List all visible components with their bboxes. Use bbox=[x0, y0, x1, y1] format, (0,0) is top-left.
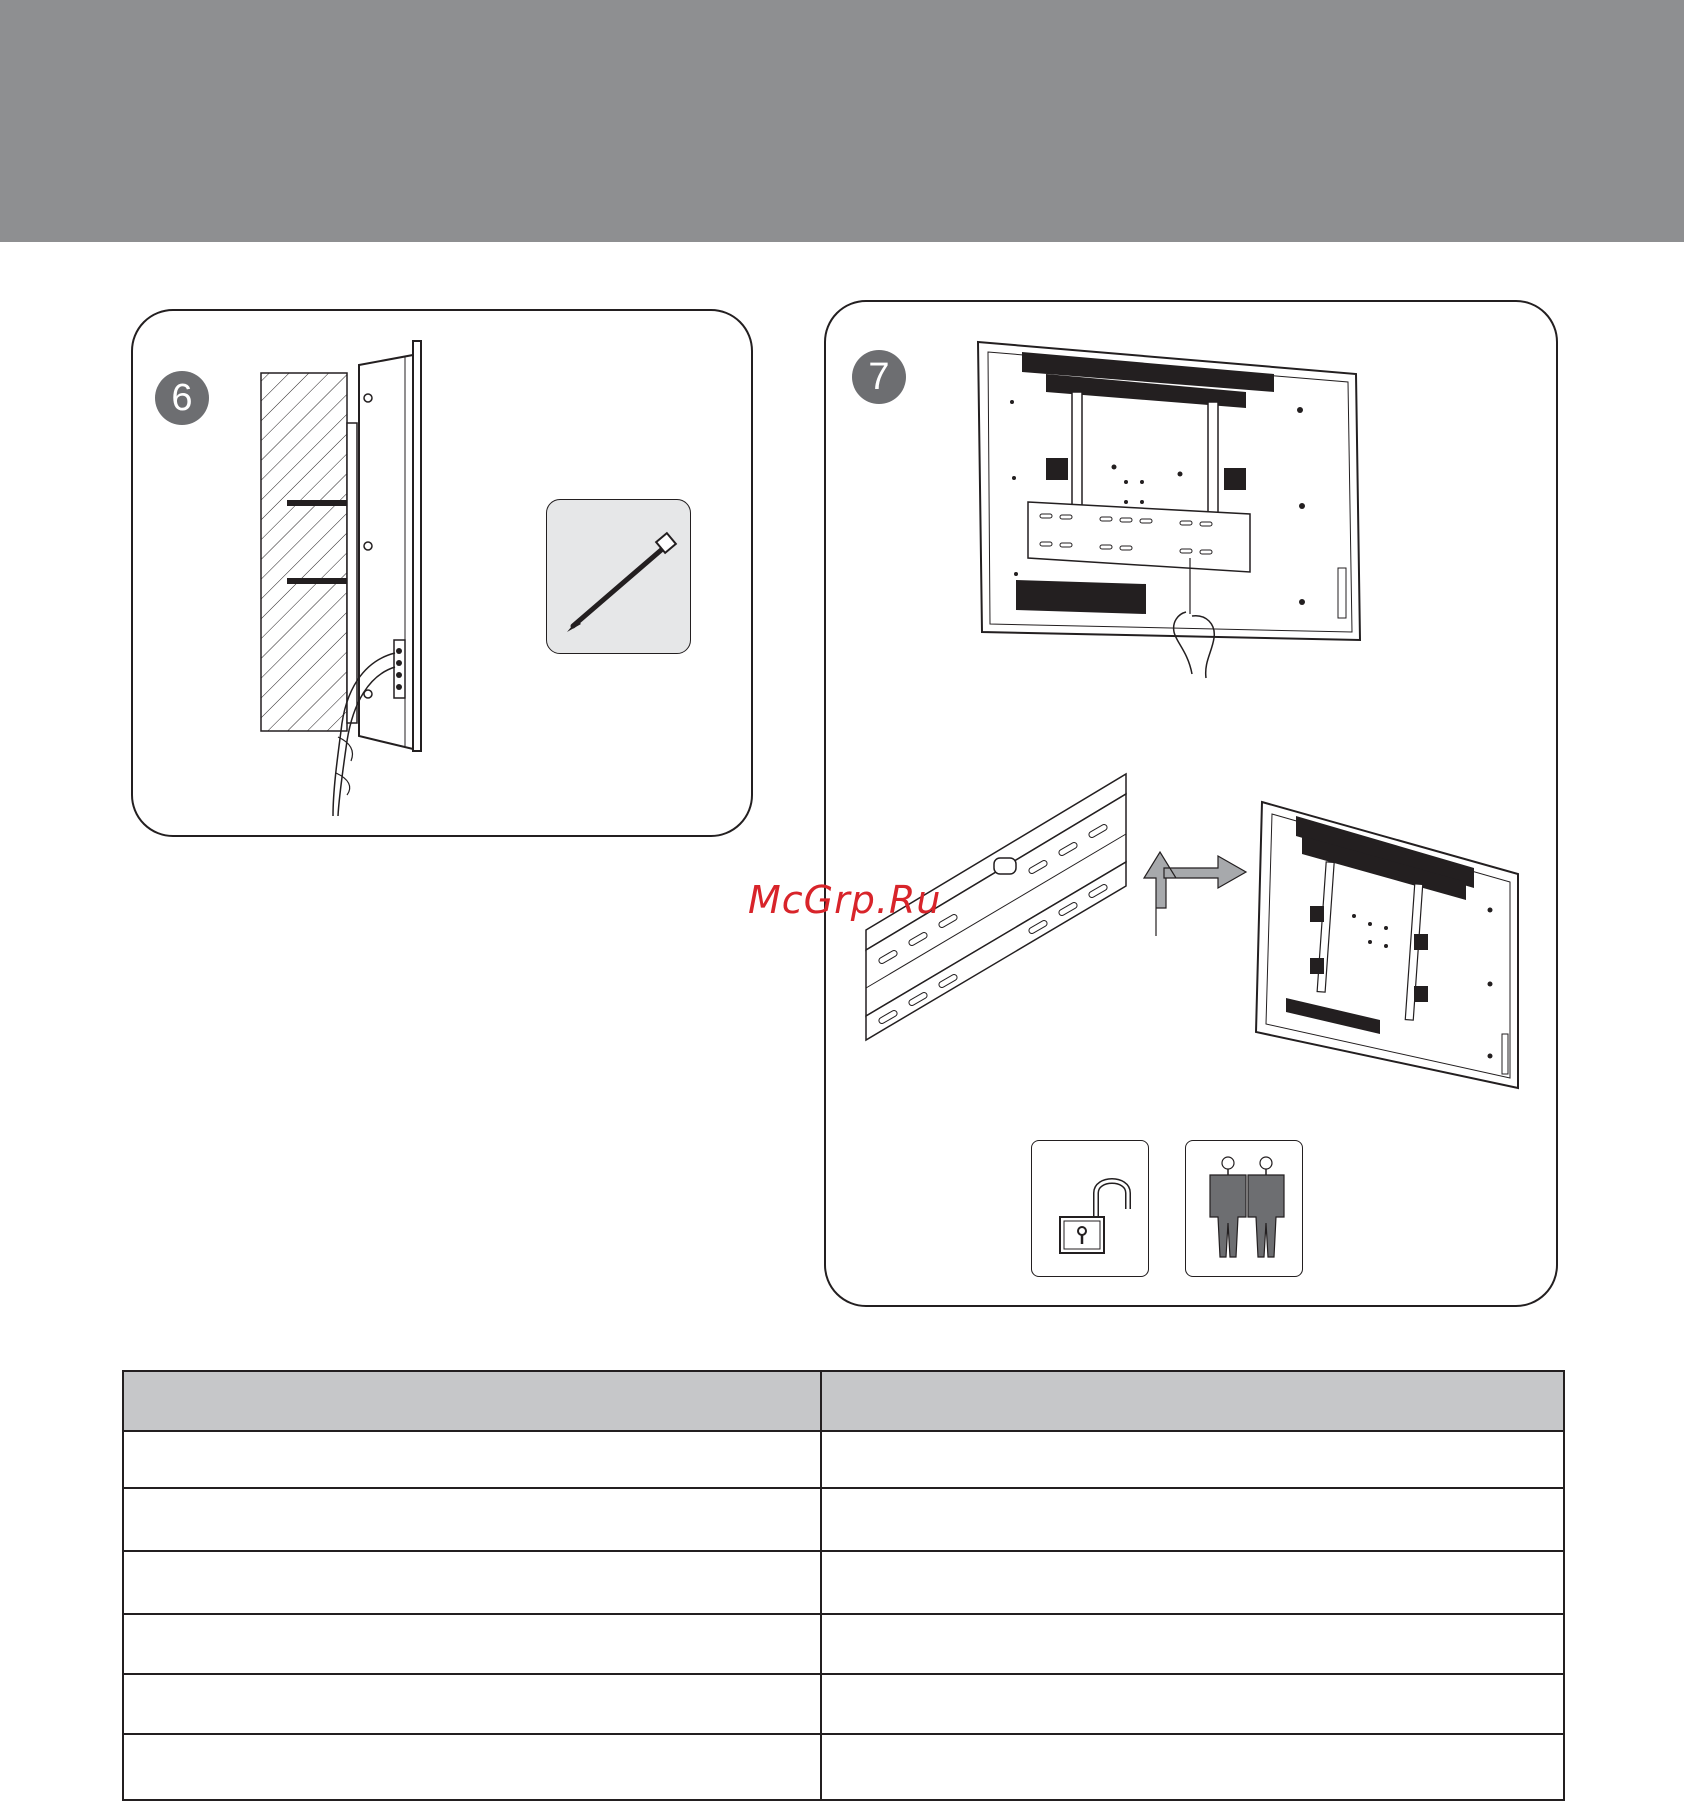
up-right-arrow-icon bbox=[1144, 852, 1246, 936]
table-cell bbox=[821, 1734, 1564, 1800]
wall-plate-and-tv-illustration bbox=[826, 752, 1560, 1112]
specification-table bbox=[122, 1370, 1565, 1801]
two-person-icon-box bbox=[1185, 1140, 1303, 1277]
table-cell bbox=[123, 1674, 821, 1734]
table-row bbox=[123, 1734, 1564, 1800]
cable-tie-icon bbox=[547, 500, 692, 655]
table-row bbox=[123, 1674, 1564, 1734]
table-cell bbox=[821, 1551, 1564, 1614]
table-row bbox=[123, 1614, 1564, 1674]
table-header-cell bbox=[123, 1371, 821, 1431]
table-cell bbox=[123, 1551, 821, 1614]
table-cell bbox=[821, 1431, 1564, 1488]
watermark-text: McGrp.Ru bbox=[748, 878, 942, 922]
unlock-icon-box bbox=[1031, 1140, 1149, 1277]
table-header-cell bbox=[821, 1371, 1564, 1431]
step-7-badge: 7 bbox=[852, 350, 906, 404]
cable-tie-box bbox=[546, 499, 691, 654]
table-cell bbox=[821, 1488, 1564, 1551]
header-band bbox=[0, 0, 1684, 242]
table-row bbox=[123, 1551, 1564, 1614]
table-row bbox=[123, 1431, 1564, 1488]
unlock-padlock-icon bbox=[1032, 1141, 1150, 1278]
table-cell bbox=[821, 1674, 1564, 1734]
step-6-panel bbox=[131, 309, 753, 837]
table-cell bbox=[123, 1734, 821, 1800]
table-cell bbox=[123, 1614, 821, 1674]
step-6-badge: 6 bbox=[155, 371, 209, 425]
table-cell bbox=[123, 1431, 821, 1488]
tv-back-with-bracket-illustration bbox=[826, 302, 1560, 702]
two-person-lift-icon bbox=[1186, 1141, 1304, 1278]
table-cell bbox=[123, 1488, 821, 1551]
table-header-row bbox=[123, 1371, 1564, 1431]
table-cell bbox=[821, 1614, 1564, 1674]
step-7-panel bbox=[824, 300, 1558, 1307]
table-row bbox=[123, 1488, 1564, 1551]
